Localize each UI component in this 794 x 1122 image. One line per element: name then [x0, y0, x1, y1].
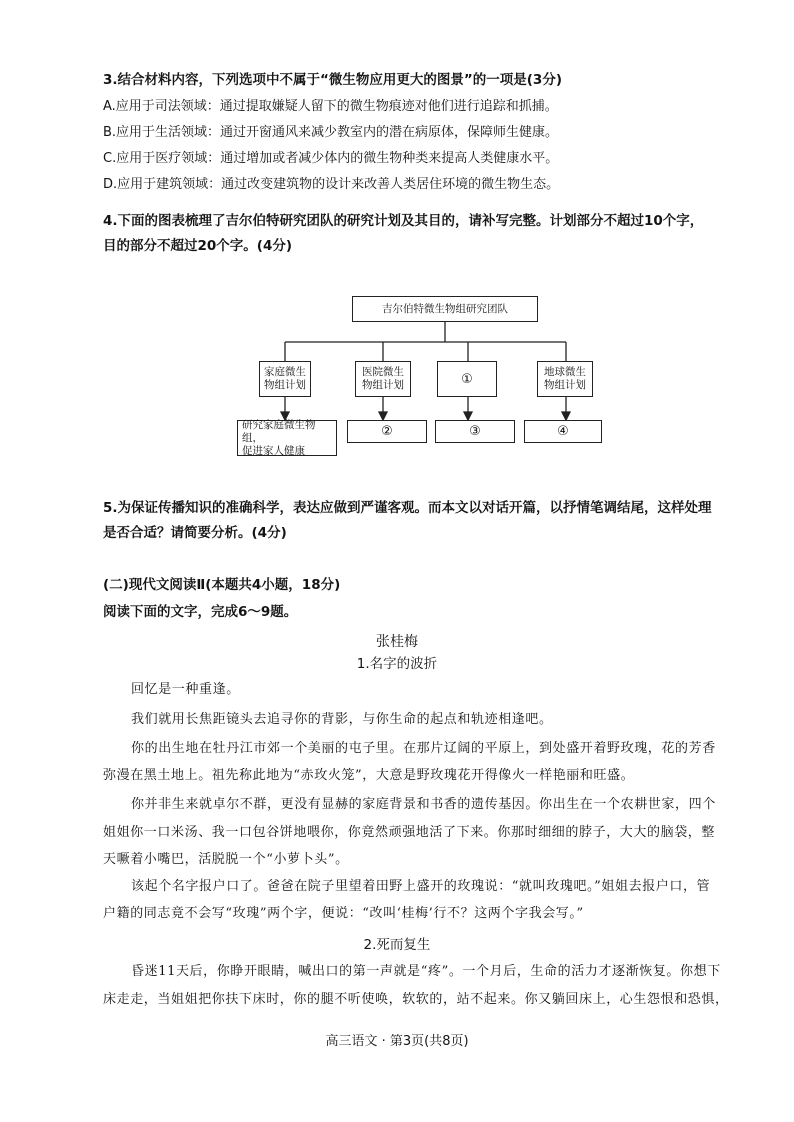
- diagram-root-label: 吉尔伯特微生物组研究团队: [382, 302, 508, 315]
- diagram-plan-hospital-line1: 医院微生: [362, 366, 404, 378]
- article-paragraph-1: 回忆是一种重逢。: [131, 682, 240, 697]
- article-paragraph-3-line2: 弥漫在黑土地上。祖先称此地为“赤玫火笼”，大意是野玫瑰花开得像火一样艳丽和旺盛。: [103, 768, 635, 783]
- diagram-goal-box-home: [237, 420, 337, 456]
- diagram-goal-blank-2-label: ②: [381, 424, 393, 439]
- diagram-goal-box-blank-4: [524, 420, 602, 443]
- article-paragraph-4-line2: 姐姐你一口米汤、我一口包谷饼地喂你，你竟然顽强地活了下来。你那时细细的脖子，大大的脑袋，整: [103, 825, 716, 840]
- section-2-heading: (二)现代文阅读Ⅱ(本题共4小题，18分): [103, 577, 341, 593]
- question-3-stem: 3.结合材料内容，下列选项中不属于“微生物应用更大的图景”的一项是(3分): [103, 72, 562, 88]
- article-part-1-title: 1.名字的波折: [356, 656, 438, 672]
- article-paragraph-6-line1: 昏迷11天后，你睁开眼睛，喊出口的第一声就是“疼”。一个月后，生命的活力才逐渐恢复。你想下: [131, 964, 721, 979]
- diagram-goal-blank-4-label: ④: [557, 424, 569, 439]
- article-paragraph-5-line1: 该起个名字报户口了。爸爸在院子里望着田野上盛开的玫瑰说：“就叫玫瑰吧。”姐姐去报户口，管: [131, 879, 711, 894]
- question-5-line2: 是否合适？请简要分析。(4分): [103, 525, 287, 541]
- article-paragraph-5-line2: 户籍的同志竟不会写“玫瑰”两个字，便说：“改叫‘桂梅’行不？这两个字我会写。”: [103, 906, 584, 921]
- diagram-plan-box-earth: [537, 361, 593, 397]
- diagram-goal-box-blank-2: [347, 420, 427, 443]
- article-paragraph-4-line3: 天噘着小嘴巴，活脱脱一个“小萝卜头”。: [103, 852, 349, 867]
- diagram-plan-blank-1-label: ①: [461, 371, 473, 387]
- question-5-line1: 5.为保证传播知识的准确科学，表达应做到严谨客观。而本文以对话开篇，以抒情笔调结尾，这样处理: [103, 500, 712, 516]
- article-title: 张桂梅: [376, 634, 418, 650]
- diagram-plan-home-line1: 家庭微生: [264, 366, 306, 378]
- diagram-plan-earth-line1: 地球微生: [544, 366, 586, 378]
- diagram-plan-earth-line2: 物组计划: [544, 379, 586, 391]
- diagram-plan-box-home: [259, 361, 311, 397]
- question-3-option-d: D.应用于建筑领域：通过改变建筑物的设计来改善人类居住环境的微生物生态。: [103, 177, 560, 192]
- article-paragraph-2: 我们就用长焦距镜头去追寻你的背影，与你生命的起点和轨迹相逢吧。: [131, 712, 553, 727]
- page-footer: 高三语文 · 第3页(共8页): [325, 1034, 469, 1049]
- article-paragraph-4-line1: 你并非生来就卓尔不群，更没有显赫的家庭背景和书香的遗传基因。你出生在一个农耕世家，四个: [131, 797, 716, 812]
- question-4-stem-line2: 目的部分不超过20个字。(4分): [103, 238, 293, 254]
- article-paragraph-6-line2: 床走走，当姐姐把你扶下床时，你的腿不听使唤，软软的，站不起来。你又躺回床上，心生怨恨和恐惧，: [103, 992, 729, 1007]
- question-3-option-a: A.应用于司法领域：通过提取嫌疑人留下的微生物痕迹对他们进行追踪和抓捕。: [103, 99, 558, 114]
- diagram-plan-box-hospital: [355, 361, 411, 397]
- diagram-goal-box-blank-3: [435, 420, 515, 443]
- diagram-root-box: [352, 296, 538, 322]
- article-paragraph-3-line1: 你的出生地在牡丹江市郊一个美丽的屯子里。在那片辽阔的平原上，到处盛开着野玫瑰，花的芳香: [131, 741, 716, 756]
- diagram-plan-box-blank-1: [437, 361, 497, 397]
- diagram-plan-home-line2: 物组计划: [264, 379, 306, 391]
- question-3-option-c: C.应用于医疗领域：通过增加或者减少体内的微生物种类来提高人类健康水平。: [103, 151, 559, 166]
- diagram-goal-home-line2: 促进家人健康: [242, 444, 305, 457]
- section-2-instruction: 阅读下面的文字，完成6～9题。: [103, 604, 298, 620]
- diagram-goal-blank-3-label: ③: [469, 424, 481, 439]
- diagram-plan-hospital-line2: 物组计划: [362, 379, 404, 391]
- diagram-goal-home-line1: 研究家庭微生物组，: [242, 418, 316, 444]
- question-4-stem-line1: 4.下面的图表梳理了吉尔伯特研究团队的研究计划及其目的，请补写完整。计划部分不超过10个字，: [103, 213, 704, 229]
- article-part-2-title: 2.死而复生: [363, 937, 431, 953]
- question-3-option-b: B.应用于生活领域：通过开窗通风来减少教室内的潜在病原体，保障师生健康。: [103, 125, 559, 140]
